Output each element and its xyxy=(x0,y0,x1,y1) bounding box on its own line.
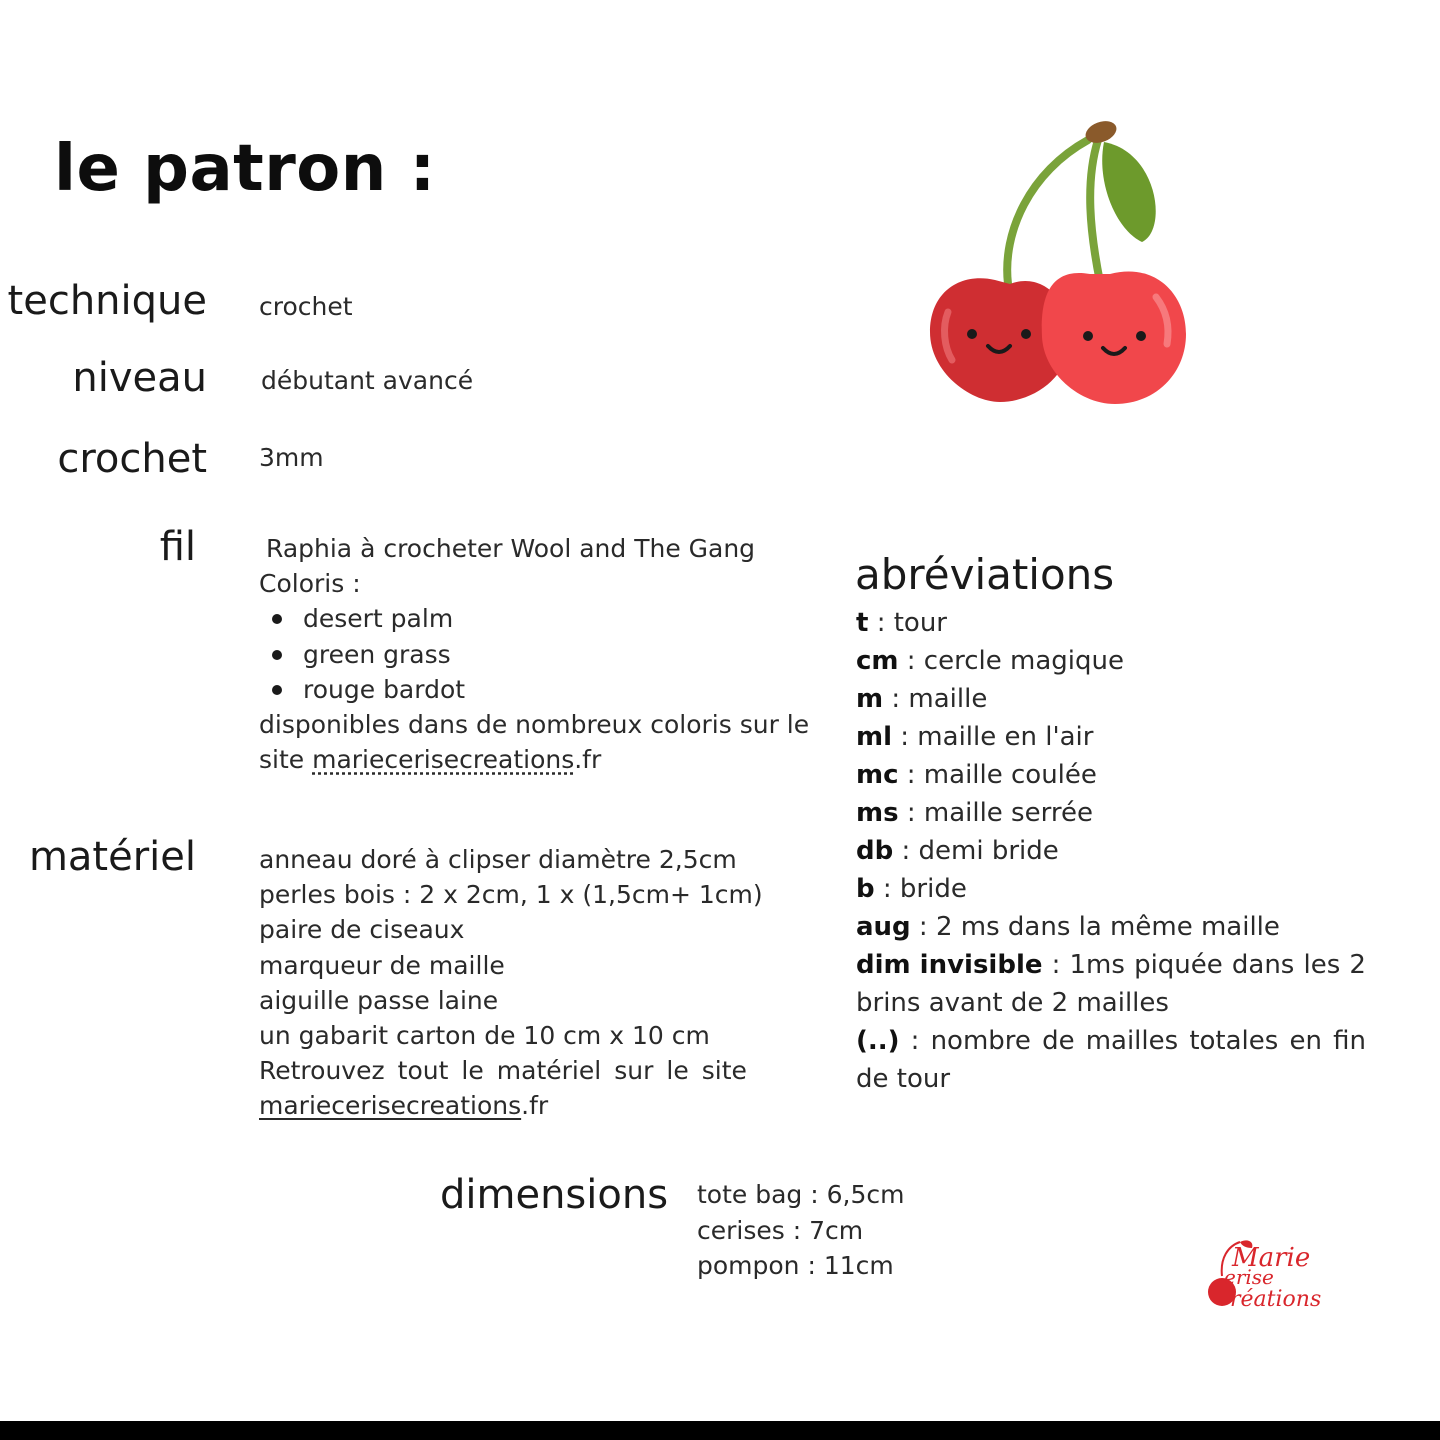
word: fin xyxy=(1333,1026,1366,1056)
abbreviation-continuation: de tour xyxy=(856,1064,951,1094)
word: totales xyxy=(1189,1026,1279,1056)
word: site xyxy=(701,1056,747,1086)
abbreviation-key: t xyxy=(856,608,869,638)
materiel-item: perles bois : 2 x 2cm, 1 x (1,5cm+ 1cm) xyxy=(259,880,763,910)
materiel-item: anneau doré à clipser diamètre 2,5cm xyxy=(259,845,737,874)
color-item: rouge bardot xyxy=(259,672,809,707)
abbreviation-key: mc xyxy=(856,760,899,790)
abbreviation-key: db xyxy=(856,836,894,866)
abbreviation-def: : demi bride xyxy=(893,836,1059,866)
abbreviation-item xyxy=(856,680,1366,718)
word: 1ms xyxy=(1069,950,1125,980)
abbreviation-item xyxy=(856,870,1366,908)
color-list xyxy=(259,601,809,707)
abbreviation-key: (..) xyxy=(856,1026,900,1056)
abbreviation-def: : maille coulée xyxy=(898,760,1097,790)
abbreviation-item xyxy=(856,604,1366,642)
abbreviation-item xyxy=(856,642,1366,680)
fil-coloris-label: Coloris : xyxy=(259,569,361,599)
abbreviation-item xyxy=(856,832,1366,870)
site-link-suffix: .fr xyxy=(521,1091,549,1121)
crochet-label: crochet xyxy=(57,436,207,482)
fil-note-line: disponibles dans de nombreux coloris sur le xyxy=(259,710,810,740)
abbreviation-key: m xyxy=(856,684,884,714)
niveau-value: débutant avancé xyxy=(261,366,474,395)
fil-details xyxy=(259,531,809,777)
abbreviation-key: ml xyxy=(856,722,893,752)
abbreviation-item xyxy=(856,756,1366,794)
logo-line3: réations xyxy=(1230,1287,1322,1312)
word: les xyxy=(1303,950,1341,980)
page-title: le patron : xyxy=(54,132,436,206)
site-link[interactable]: mariecerisecreations xyxy=(312,745,575,775)
materiel-list xyxy=(259,842,763,1124)
word: en xyxy=(1289,1026,1322,1056)
logo-line1: Marie xyxy=(1232,1243,1311,1273)
dimensions-list xyxy=(697,1177,904,1284)
materiel-item: un gabarit carton de 10 cm x 10 cm xyxy=(259,1021,710,1051)
word: : xyxy=(910,1026,920,1056)
word: matériel xyxy=(496,1056,602,1086)
word: Retrouvez xyxy=(259,1056,385,1086)
abbreviation-item xyxy=(856,908,1366,946)
technique-value: crochet xyxy=(259,292,353,321)
abbreviations-list xyxy=(856,604,1366,1098)
abbreviation-item xyxy=(856,718,1366,756)
word: de xyxy=(1042,1026,1075,1056)
abbreviation-key: b xyxy=(856,874,875,904)
fil-label: fil xyxy=(159,524,196,570)
color-item: green grass xyxy=(259,637,809,672)
word: : xyxy=(1051,950,1061,980)
abbreviation-def: : 2 ms dans la même maille xyxy=(910,912,1280,942)
word: sur xyxy=(614,1056,654,1086)
materiel-item: marqueur de maille xyxy=(259,950,505,980)
materiel-item: paire de ciseaux xyxy=(259,915,465,945)
abbreviation-def: : maille en l'air xyxy=(892,722,1094,752)
fil-note-site xyxy=(259,742,809,777)
abbreviation-item-total xyxy=(856,1022,1366,1060)
brand-logo xyxy=(1200,1236,1350,1326)
abbreviation-def: : bride xyxy=(874,874,967,904)
abbreviation-def: : maille serrée xyxy=(898,798,1093,828)
dimensions-label: dimensions xyxy=(440,1172,669,1218)
materiel-retrouvez-line xyxy=(259,1053,747,1088)
word: mailles xyxy=(1085,1026,1179,1056)
materiel-label: matériel xyxy=(28,834,196,880)
materiel-site xyxy=(259,1088,763,1123)
fil-note-prefix: site xyxy=(259,745,313,775)
abbreviation-key: ms xyxy=(856,798,899,828)
abbreviation-item-dim-invisible xyxy=(856,946,1366,984)
word: nombre xyxy=(930,1026,1031,1056)
abbreviation-def: : cercle magique xyxy=(898,646,1124,676)
dimension-item: tote bag : 6,5cm xyxy=(697,1180,905,1209)
technique-label: technique xyxy=(7,278,207,324)
abbreviations-title: abréviations xyxy=(855,550,1115,599)
abbreviation-item xyxy=(856,794,1366,832)
dimension-item: cerises : 7cm xyxy=(697,1215,864,1245)
abbreviation-continuation: brins avant de 2 mailles xyxy=(856,988,1169,1018)
crochet-value: 3mm xyxy=(259,443,324,472)
bottom-bar xyxy=(0,1421,1440,1440)
word: tout xyxy=(397,1056,449,1086)
logo-line2: erise xyxy=(1224,1265,1274,1289)
abbreviation-key: dim invisible xyxy=(856,950,1043,980)
word: piquée xyxy=(1134,950,1223,980)
materiel-item: aiguille passe laine xyxy=(259,985,499,1015)
dimension-item: pompon : 11cm xyxy=(697,1251,894,1280)
word: le xyxy=(461,1056,484,1086)
abbreviation-key: aug xyxy=(856,912,911,942)
word: dans xyxy=(1231,950,1295,980)
fil-yarn-line: Raphia à crocheter Wool and The Gang xyxy=(266,534,756,563)
word: le xyxy=(666,1056,689,1086)
color-item: desert palm xyxy=(259,601,809,636)
cherry-illustration xyxy=(920,112,1200,412)
abbreviation-def: : tour xyxy=(868,608,947,638)
site-link[interactable]: mariecerisecreations xyxy=(259,1091,522,1121)
abbreviation-key: cm xyxy=(856,646,899,676)
word: 2 xyxy=(1349,950,1366,980)
site-link-suffix: .fr xyxy=(574,745,602,775)
abbreviation-def: : maille xyxy=(883,684,988,714)
niveau-label: niveau xyxy=(72,355,207,401)
